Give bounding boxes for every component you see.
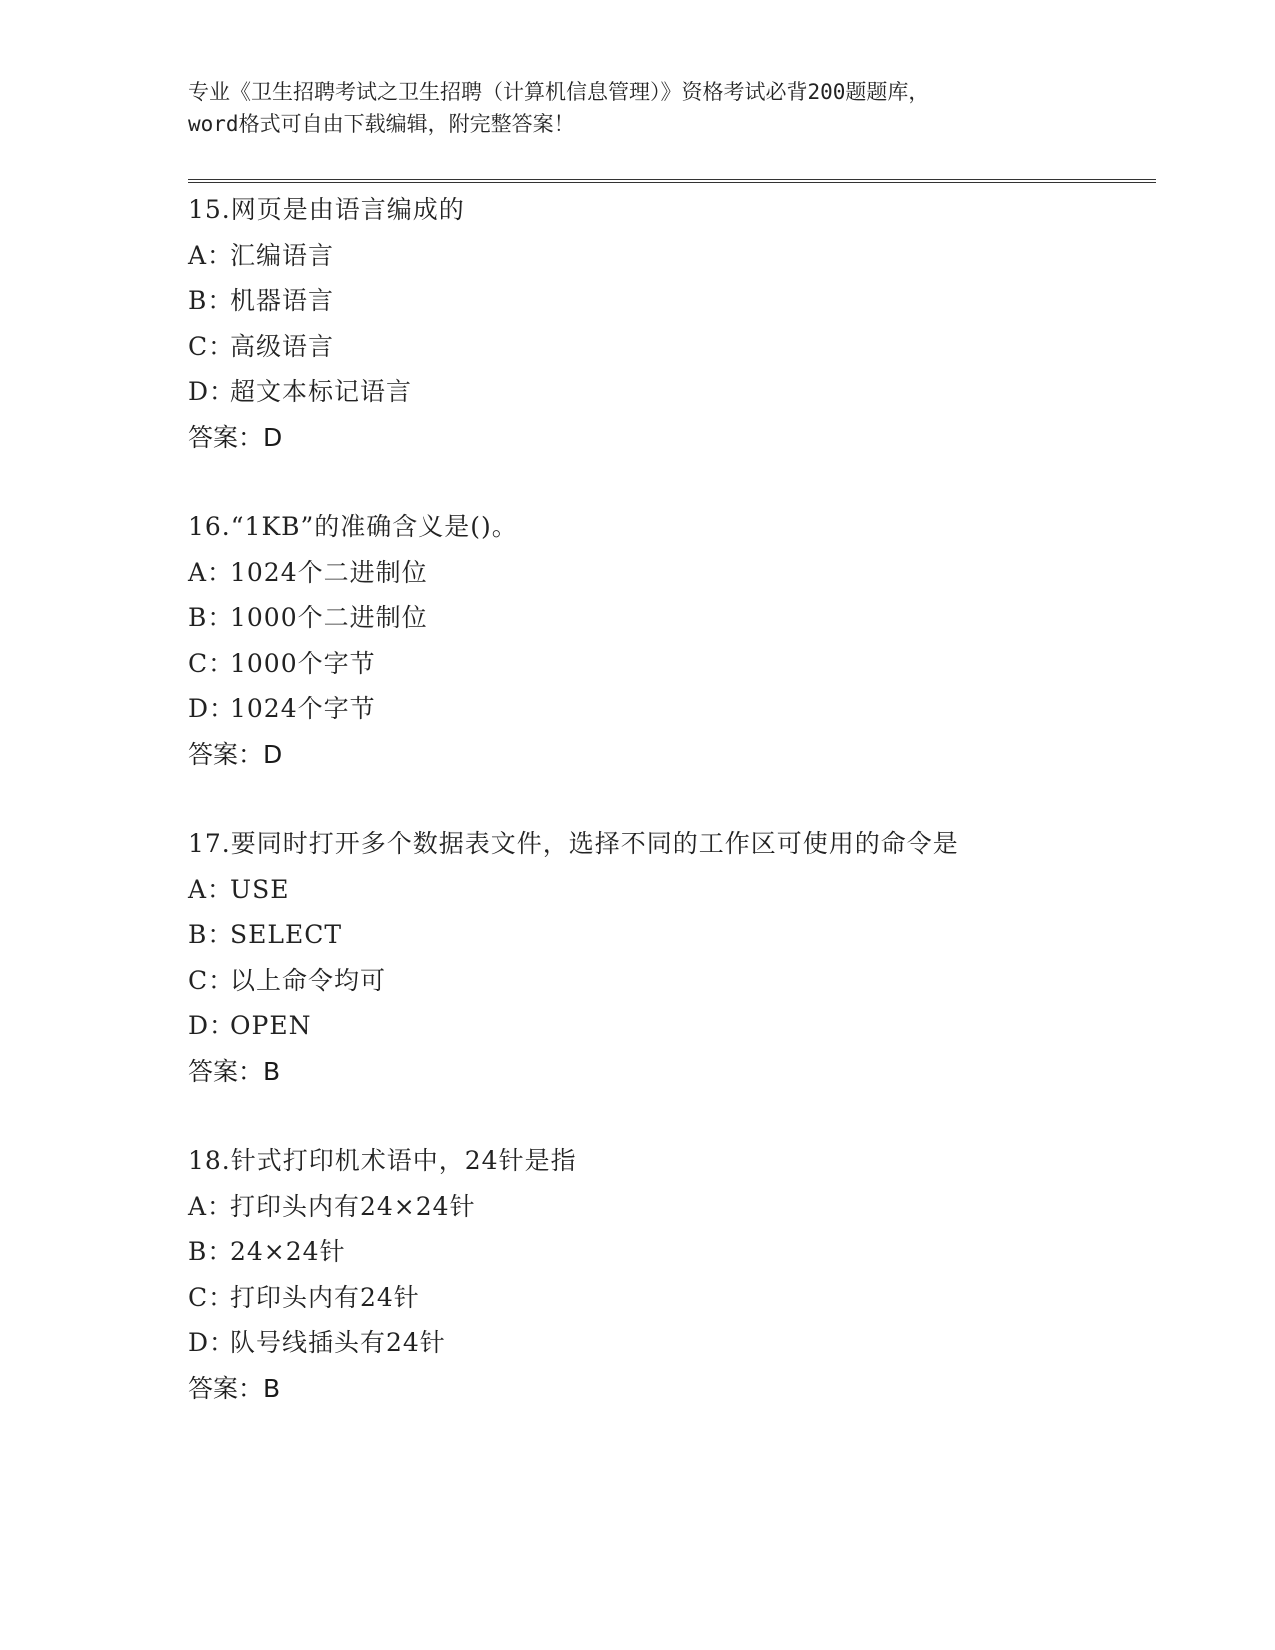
- answer-line: [188, 1049, 1168, 1095]
- option-text: 1000个二进制位: [230, 603, 428, 632]
- option-text: 打印头内有24针: [230, 1282, 420, 1312]
- option-label: D：: [188, 694, 236, 723]
- answer-label: 答案：: [188, 1056, 264, 1086]
- option-text: 机器语言: [230, 286, 335, 315]
- answer-label: 答案：: [188, 1373, 264, 1403]
- option-label: D：: [188, 1011, 236, 1040]
- option-label: D：: [188, 1328, 236, 1357]
- option-text: 高级语言: [230, 331, 335, 361]
- option-b: [188, 1229, 1168, 1275]
- answer-line: [188, 415, 1168, 461]
- option-label: A：: [188, 874, 234, 904]
- option-text: 以上命令均可: [230, 965, 387, 995]
- option-label: A：: [188, 240, 234, 270]
- answer-line: [188, 732, 1168, 778]
- option-label: B：: [188, 603, 234, 632]
- header-divider: [188, 179, 1156, 183]
- option-c: [188, 958, 1168, 1004]
- option-text: 1024个字节: [230, 694, 376, 723]
- option-label: A：: [188, 557, 234, 587]
- option-text: 打印头内有24×24针: [230, 1191, 476, 1221]
- option-text: USE: [230, 874, 290, 904]
- option-text: 24×24针: [230, 1237, 346, 1266]
- option-text: 超文本标记语言: [230, 377, 413, 406]
- option-b: [188, 278, 1168, 324]
- option-b: [188, 912, 1168, 958]
- option-c: [188, 641, 1168, 687]
- option-label: B：: [188, 920, 234, 949]
- answer-line: [188, 1366, 1168, 1412]
- option-label: A：: [188, 1191, 234, 1221]
- option-a: [188, 550, 1168, 596]
- option-label: D：: [188, 377, 236, 406]
- option-b: [188, 595, 1168, 641]
- option-d: [188, 686, 1168, 732]
- option-text: 队号线插头有24针: [230, 1328, 446, 1357]
- question-17: [188, 821, 1168, 1094]
- question-text: 18.针式打印机术语中，24针是指: [188, 1146, 577, 1175]
- option-label: C：: [188, 648, 235, 678]
- option-d: [188, 1320, 1168, 1366]
- header-line-2: word格式可自由下载编辑，附完整答案！: [188, 112, 575, 136]
- option-c: [188, 324, 1168, 370]
- option-text: 汇编语言: [230, 240, 335, 270]
- option-text: 1000个字节: [230, 648, 376, 678]
- option-c: [188, 1275, 1168, 1321]
- header-line-1: 专业《卫生招聘考试之卫生招聘（计算机信息管理）》资格考试必背200题题库，: [188, 80, 930, 104]
- option-label: C：: [188, 1282, 235, 1312]
- option-a: [188, 867, 1168, 913]
- question-text: 17.要同时打开多个数据表文件，选择不同的工作区可使用的命令是: [188, 829, 959, 858]
- document-header: [188, 76, 1088, 140]
- question-16: [188, 504, 1168, 777]
- option-d: [188, 1003, 1168, 1049]
- answer-label: 答案：: [188, 739, 264, 769]
- question-text: 16.“1KB”的准确含义是()。: [188, 512, 518, 541]
- answer-value: B: [263, 1373, 281, 1403]
- option-label: B：: [188, 1237, 234, 1266]
- option-d: [188, 369, 1168, 415]
- answer-value: D: [263, 739, 283, 769]
- option-label: C：: [188, 965, 235, 995]
- option-text: OPEN: [230, 1011, 312, 1040]
- option-a: [188, 1184, 1168, 1230]
- question-15: [188, 187, 1168, 460]
- option-a: [188, 233, 1168, 279]
- option-label: B：: [188, 286, 234, 315]
- answer-value: B: [263, 1056, 281, 1086]
- question-text: 15.网页是由语言编成的: [188, 195, 465, 224]
- option-text: SELECT: [230, 920, 343, 949]
- option-label: C：: [188, 331, 235, 361]
- option-text: 1024个二进制位: [230, 557, 428, 587]
- question-18: [188, 1138, 1168, 1411]
- answer-label: 答案：: [188, 422, 264, 452]
- answer-value: D: [263, 422, 283, 452]
